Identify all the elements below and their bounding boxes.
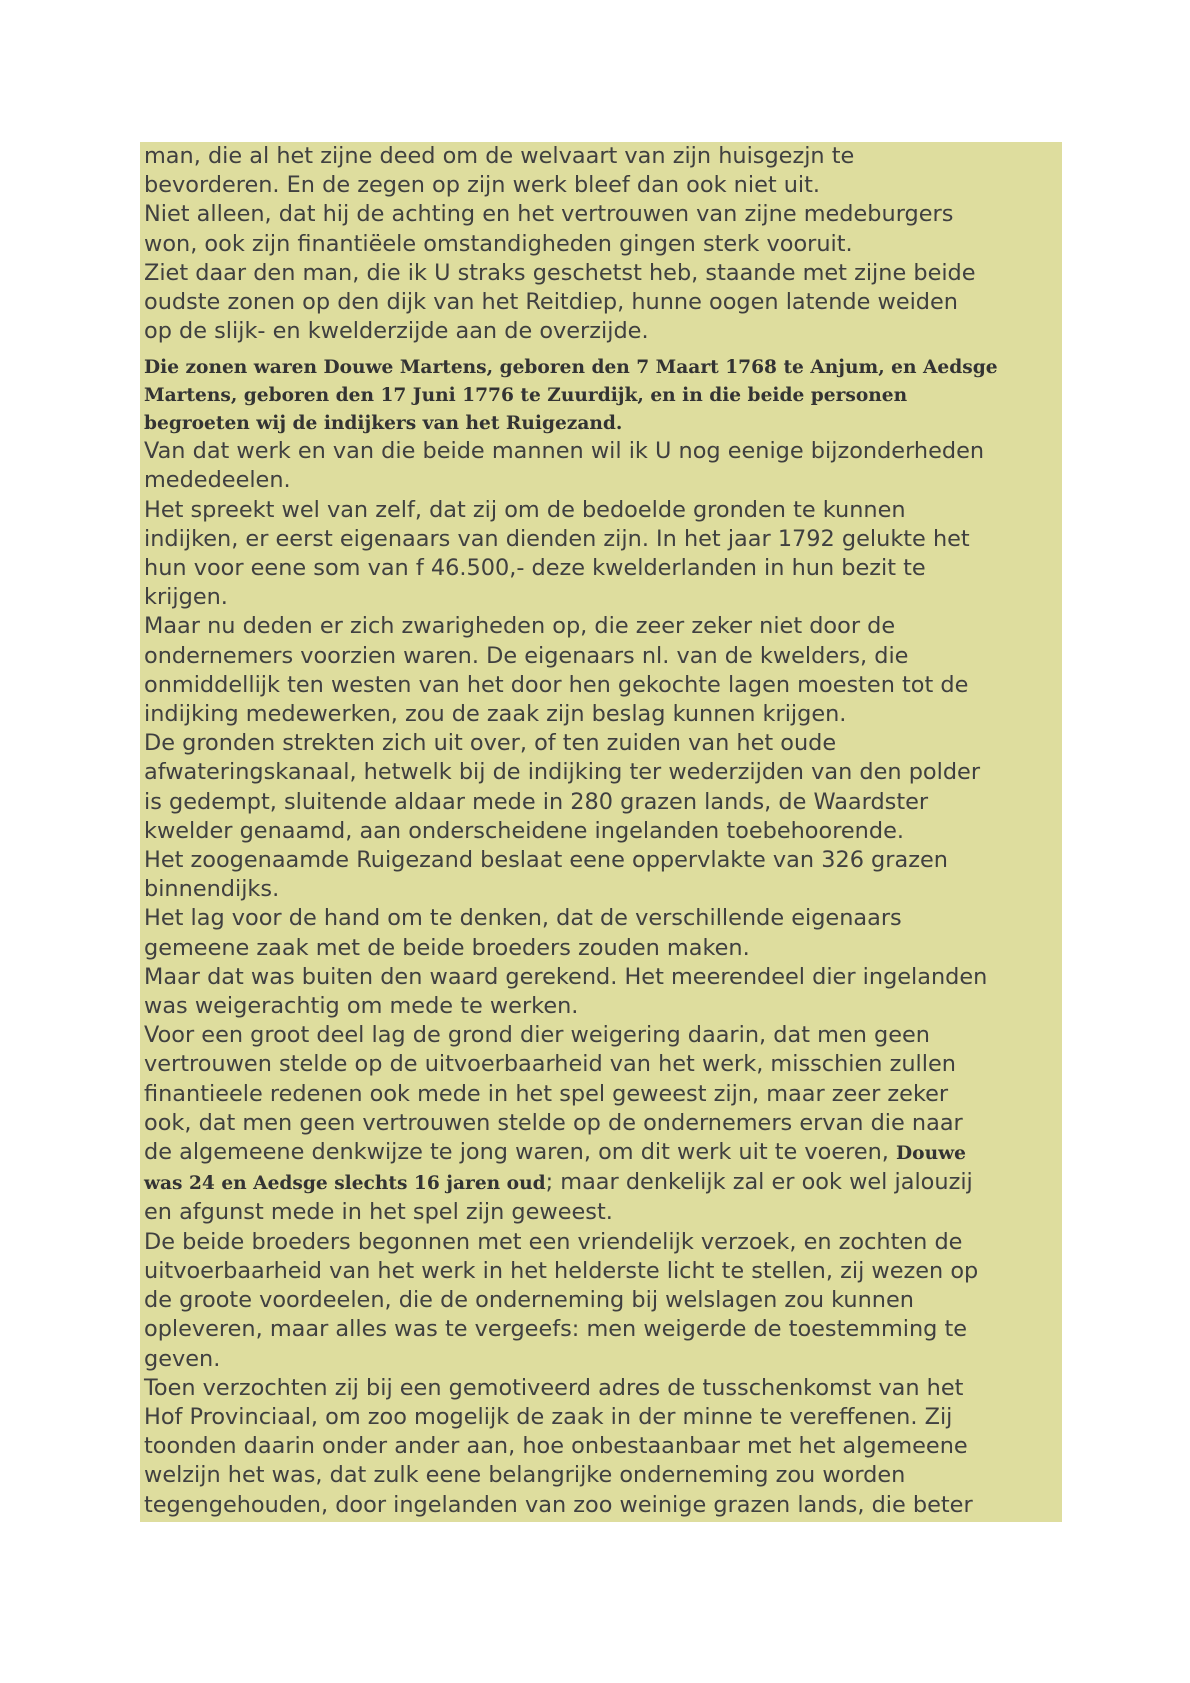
mixed-line-1-bold: Douwe <box>896 1143 966 1165</box>
paragraph-main <box>144 437 1062 1520</box>
text-line: Het lag voor de hand om te denken, dat de verschillende eigenaars <box>144 905 902 932</box>
text-line: binnendijks. <box>144 876 280 903</box>
text-line: Toen verzochten zij bij een gemotiveerd adres de tusschenkomst van het <box>144 1374 964 1401</box>
text-line: hun voor eene som van f 46.500,- deze kwelderlanden in hun bezit te <box>144 555 926 582</box>
text-line: gemeene zaak met de beide broeders zouden maken. <box>144 934 750 961</box>
mixed-line-2-bold: was 24 en Aedsge slechts 16 jaren oud <box>144 1173 546 1195</box>
text-line: was weigerachtig om mede te werken. <box>144 993 579 1020</box>
text-line: is gedempt, sluitende aldaar mede in 280 grazen lands, de Waardster <box>144 788 929 815</box>
text-line: op de slijk- en kwelderzijde aan de overzijde. <box>144 318 649 345</box>
text-line: uitvoerbaarheid van het werk in het helderste licht te stellen, zij wezen op <box>144 1257 979 1284</box>
text-line: Martens, geboren den 17 Juni 1776 te Zuurdijk, en in die beide personen <box>144 385 908 407</box>
text-line: kwelder genaamd, aan onderscheidene ingelanden toebehoorende. <box>144 817 904 844</box>
text-line: Niet alleen, dat hij de achting en het vertrouwen van zijne medeburgers <box>144 201 954 228</box>
text-line: De beide broeders begonnen met een vriendelijk verzoek, en zochten de <box>144 1228 963 1255</box>
mixed-line-2 <box>144 1168 1062 1198</box>
text-line: Voor een groot deel lag de grond dier weigering daarin, dat men geen <box>144 1022 930 1049</box>
text-line: welzijn het was, dat zulk eene belangrijke onderneming zou worden <box>144 1462 906 1489</box>
text-line: indijken, er eerst eigenaars van dienden zijn. In het jaar 1792 gelukte het <box>144 525 970 552</box>
text-line: won, ook zijn finantiëele omstandigheden gingen sterk vooruit. <box>144 230 853 257</box>
text-line: ook, dat men geen vertrouwen stelde op de ondernemers ervan die naar <box>144 1109 963 1136</box>
text-line: Het spreekt wel van zelf, dat zij om de bedoelde gronden te kunnen <box>144 496 906 523</box>
text-line: krijgen. <box>144 584 228 611</box>
text-line: oudste zonen op den dijk van het Reitdiep, hunne oogen latende weiden <box>144 289 958 316</box>
document-page-text <box>140 142 1062 1522</box>
text-line: tegengehouden, door ingelanden van zoo weinige grazen lands, die beter <box>144 1491 973 1518</box>
paragraph-intro <box>144 142 1062 346</box>
text-line: Die zonen waren Douwe Martens, geboren den 7 Maart 1768 te Anjum, en Aedsge <box>144 357 998 379</box>
text-line: Maar nu deden er zich zwarigheden op, die zeer zeker niet door de <box>144 613 896 640</box>
text-line: onmiddellijk ten westen van het door hen gekochte lagen moesten tot de <box>144 671 969 698</box>
text-line: geven. <box>144 1345 221 1372</box>
text-line: en afgunst mede in het spel zijn geweest. <box>144 1199 613 1226</box>
text-line: Ziet daar den man, die ik U straks geschetst heb, staande met zijne beide <box>144 259 976 286</box>
text-line: vertrouwen stelde op de uitvoerbaarheid van het werk, misschien zullen <box>144 1051 956 1078</box>
mixed-line-2-normal: ; maar denkelijk zal er ook wel jalouzij <box>545 1169 973 1196</box>
text-line: opleveren, maar alles was te vergeefs: men weigerde de toestemming te <box>144 1316 968 1343</box>
text-line: Hof Provinciaal, om zoo mogelijk de zaak in der minne te vereffenen. Zij <box>144 1403 953 1430</box>
text-line: Maar dat was buiten den waard gerekend. Het meerendeel dier ingelanden <box>144 963 988 990</box>
bold-paragraph-sons <box>144 354 1062 437</box>
text-line: indijking medewerken, zou de zaak zijn beslag kunnen krijgen. <box>144 701 847 728</box>
mixed-line-1 <box>144 1138 1062 1168</box>
mixed-line-1-normal: de algemeene denkwijze te jong waren, om dit werk uit te voeren, <box>144 1139 897 1166</box>
text-line: toonden daarin onder ander aan, hoe onbestaanbaar met het algemeene <box>144 1433 968 1460</box>
text-line: afwateringskanaal, hetwelk bij de indijking ter wederzijden van den polder <box>144 759 981 786</box>
text-line: begroeten wij de indijkers van het Ruigezand. <box>144 412 623 434</box>
text-line: finantieele redenen ook mede in het spel geweest zijn, maar zeer zeker <box>144 1080 949 1107</box>
text-line: de groote voordeelen, die de onderneming bij welslagen zou kunnen <box>144 1287 914 1314</box>
text-line: De gronden strekten zich uit over, of ten zuiden van het oude <box>144 730 837 757</box>
text-line: bevorderen. En de zegen op zijn werk bleef dan ook niet uit. <box>144 172 821 199</box>
text-line: Het zoogenaamde Ruigezand beslaat eene oppervlakte van 326 grazen <box>144 847 948 874</box>
text-line: Van dat werk en van die beide mannen wil ik U nog eenige bijzonderheden <box>144 438 985 465</box>
text-line: man, die al het zijne deed om de welvaart van zijn huisgezjn te <box>144 143 855 169</box>
text-line: mededeelen. <box>144 467 291 494</box>
text-line: ondernemers voorzien waren. De eigenaars nl. van de kwelders, die <box>144 642 909 669</box>
